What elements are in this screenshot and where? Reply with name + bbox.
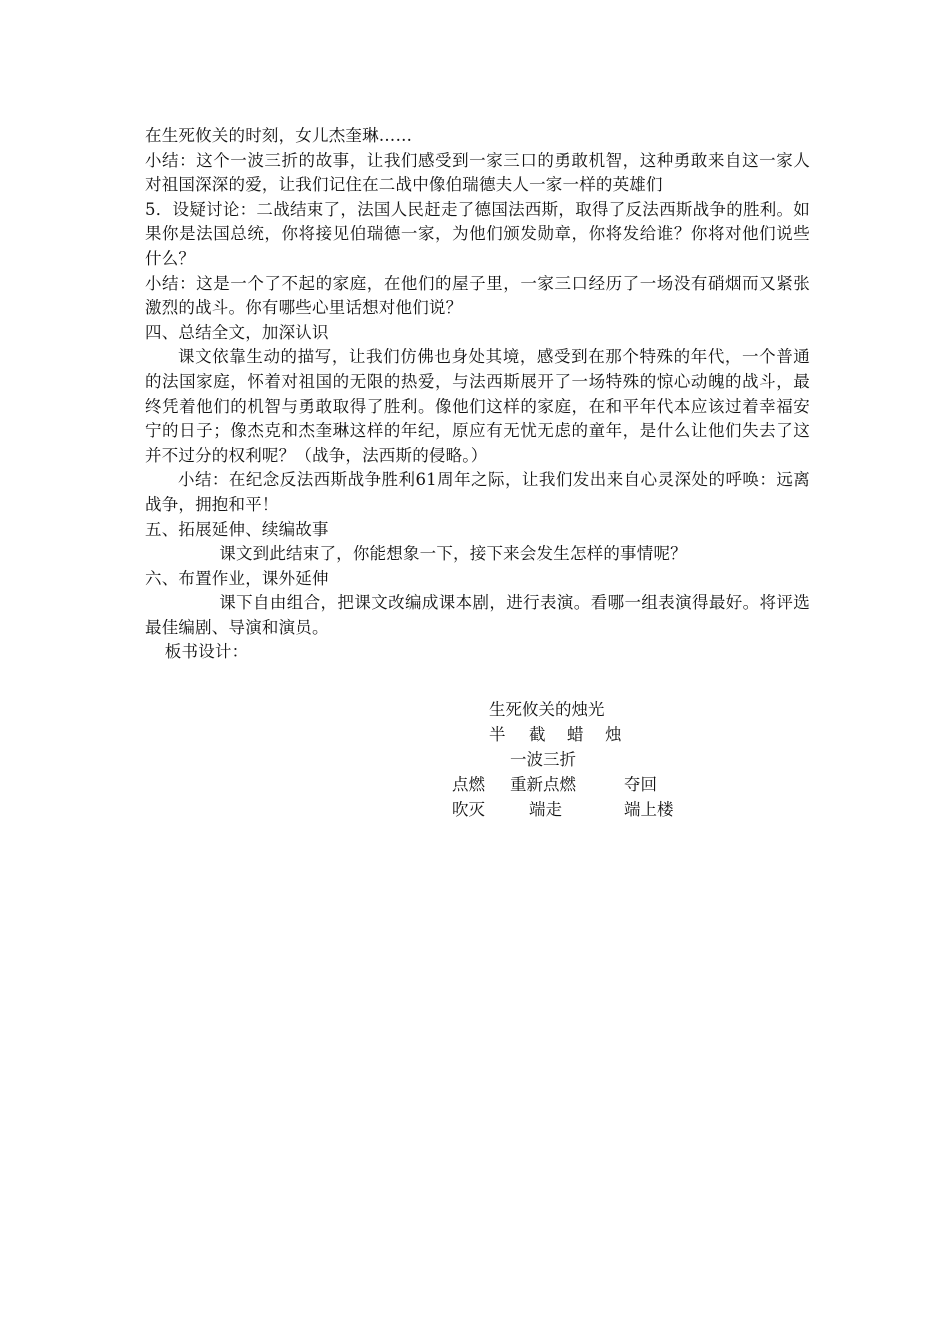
board-subtitle-char: 烛 xyxy=(605,725,622,744)
board-row2-cell: 吹灭 xyxy=(452,800,485,819)
section-heading-5: 五、拓展延伸、续编故事 xyxy=(145,519,329,539)
paragraph-conclusion: 课文依靠生动的描写，让我们仿佛也身处其境，感受到在那个特殊的年代，一个普通的法国家庭，怀着对祖国的无限的热爱，与法西斯展开了一场特殊的惊心动魄的战斗，最终凭着他们的机智与勇敢取得了胜利。像他们这样的家庭，在和平年代本应该过着幸福安宁的日子；像杰克和杰奎琳这样的年纪，原应有无忧无虑的童年，是什么让他们失去了这并不过分的权利呢？（战争，法西斯的侵略。） xyxy=(145,347,810,465)
board-twist: 一波三折 xyxy=(510,750,576,769)
paragraph-summary-peace: 小结：在纪念反法西斯战争胜利61周年之际，让我们发出来自心灵深处的呼唤：远离战争，拥抱和平！ xyxy=(145,470,810,514)
section-heading-4: 四、总结全文，加深认识 xyxy=(145,322,329,342)
board-row1-cell: 重新点燃 xyxy=(510,775,576,794)
paragraph-critical-moment: 在生死攸关的时刻，女儿杰奎琳…… xyxy=(145,126,413,145)
board-design-label: 板书设计： xyxy=(164,642,249,662)
board-row2-cell: 端上楼 xyxy=(624,800,674,819)
board-subtitle-char: 半 xyxy=(489,725,506,744)
paragraph-summary-story: 小结：这个一波三折的故事，让我们感受到一家三口的勇敢机智，这种勇敢来自这一家人对祖国深深的爱，让我们记住在二战中像伯瑞德夫人一家一样的英雄们 xyxy=(145,150,810,195)
paragraph-homework: 课下自由组合，把课文改编成课本剧，进行表演。看哪一组表演得最好。将评选最佳编剧、导演和演员。 xyxy=(145,593,810,637)
paragraph-summary-family: 小结：这是一个了不起的家庭，在他们的屋子里，一家三口经历了一场没有硝烟而又紧张激烈的战斗。你有哪些心里话想对他们说？ xyxy=(145,273,810,318)
board-row1-cell: 夺回 xyxy=(624,775,657,794)
paragraph-extension: 课文到此结束了，你能想象一下，接下来会发生怎样的事情呢？ xyxy=(219,544,687,564)
board-subtitle-char: 截 xyxy=(529,725,546,744)
section-heading-6: 六、布置作业，课外延伸 xyxy=(145,568,329,588)
board-title: 生死攸关的烛光 xyxy=(489,700,605,719)
board-subtitle-char: 蜡 xyxy=(567,725,584,744)
board-row1-cell: 点燃 xyxy=(452,775,485,794)
paragraph-discussion: 5．设疑讨论：二战结束了，法国人民赶走了德国法西斯，取得了反法西斯战争的胜利。如果你是法国总统，你将接见伯瑞德一家，为他们颁发勋章，你将发给谁？你将对他们说些什么？ xyxy=(145,199,810,268)
board-row2-cell: 端走 xyxy=(529,800,562,819)
